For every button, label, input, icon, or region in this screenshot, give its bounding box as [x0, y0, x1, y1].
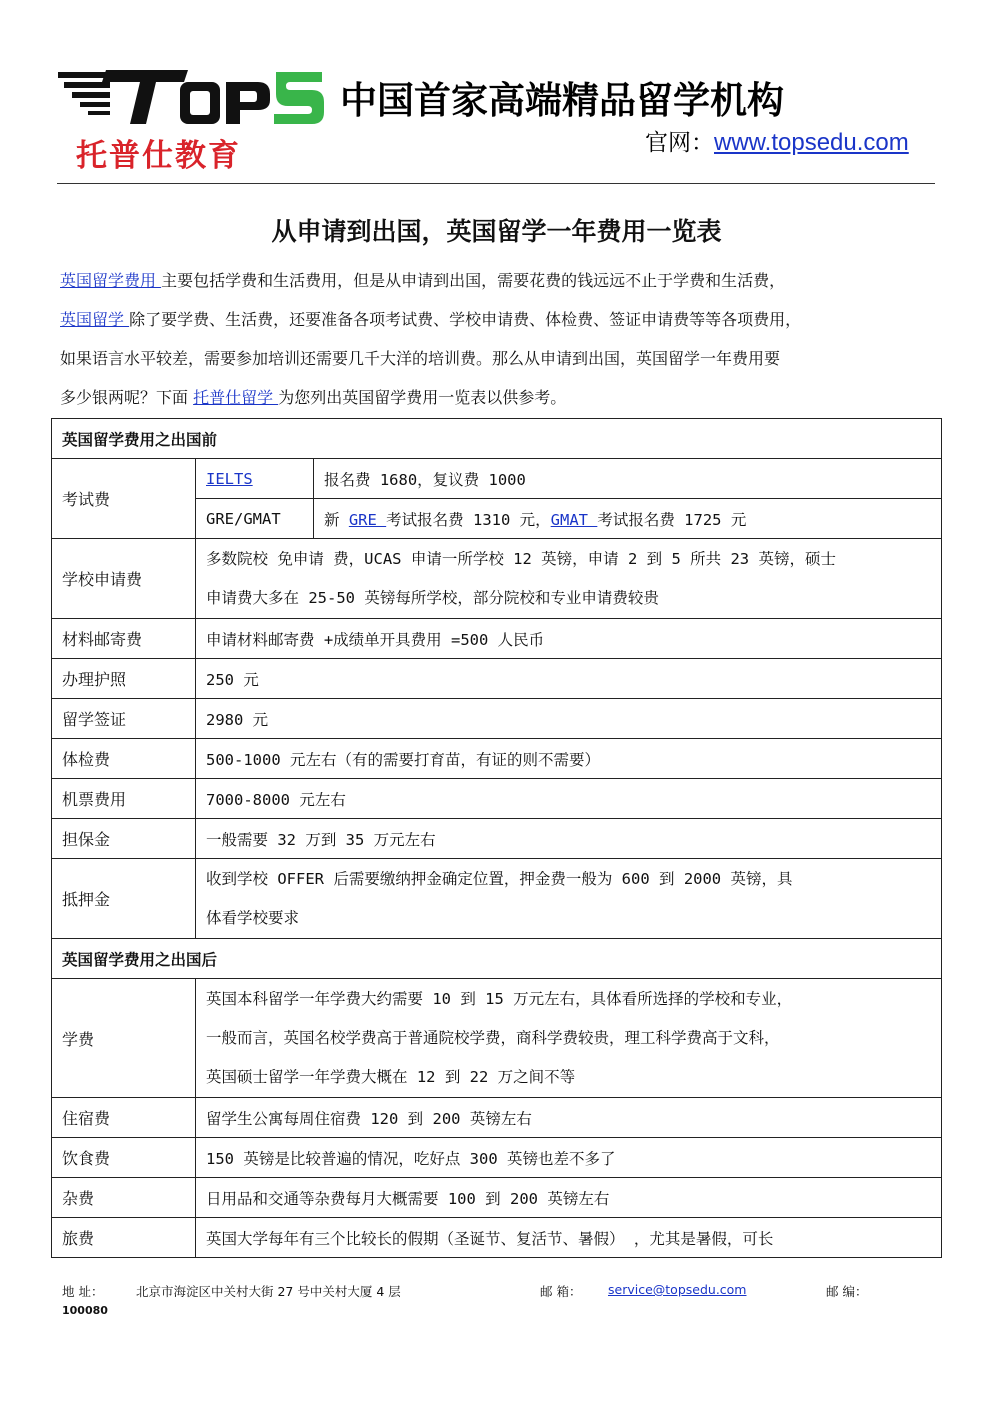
address-label: 地 址：	[62, 1284, 104, 1299]
table-row	[52, 1138, 942, 1178]
tops-logo	[58, 68, 326, 172]
intro-line-4	[60, 381, 940, 420]
intro-text: 主要包括学费和生活费用，但是从申请到出国，需要花费的钱远远不止于学费和生活费，	[161, 271, 786, 290]
link-tops-study[interactable]: 托普仕留学	[193, 388, 279, 407]
link-uk-study-cost[interactable]: 英国留学费用	[60, 271, 162, 290]
tops-wordmark-graphic	[58, 68, 326, 132]
intro-line-3	[60, 342, 940, 381]
row-label: 材料邮寄费	[52, 619, 196, 659]
row-value: 250 元	[196, 659, 942, 699]
row-label: 饮食费	[52, 1138, 196, 1178]
section-title: 英国留学费用之出国前	[52, 419, 942, 459]
table-row	[52, 699, 942, 739]
intro-text: 除了要学费、生活费，还要准备各项考试费、学校申请费、体检费、签证申请费等等各项费用，	[129, 310, 802, 329]
fee-table	[51, 418, 942, 1258]
intro-line-2	[60, 303, 940, 342]
table-row	[52, 779, 942, 819]
table-row	[52, 819, 942, 859]
gre-text: 考试报名费 1310 元，	[386, 510, 551, 529]
row-label: 住宿费	[52, 1098, 196, 1138]
company-slogan: 中国首家高端精品留学机构	[340, 79, 784, 122]
gre-prefix: 新	[324, 510, 349, 529]
exam-ielts-value: 报名费 1680，复议费 1000	[314, 459, 942, 499]
postcode-value: 100080	[62, 1304, 108, 1317]
row-value: 申请材料邮寄费 +成绩单开具费用 =500 人民币	[196, 619, 942, 659]
exam-gre-gmat-value	[314, 499, 942, 539]
website-label: 官网：	[645, 130, 714, 156]
section-header-before	[52, 419, 942, 459]
value-line: 英国本科留学一年学费大约需要 10 到 15 万元左右，具体看所选择的学校和专业，	[206, 989, 793, 1008]
email-link[interactable]: service@topsedu.com	[608, 1282, 747, 1297]
row-label-exam: 考试费	[52, 459, 196, 539]
gmat-text: 考试报名费 1725 元	[597, 510, 747, 529]
header-divider	[57, 183, 935, 184]
row-value: 500-1000 元左右（有的需要打育苗，有证的则不需要）	[196, 739, 942, 779]
intro-text: 多少银两呢？下面	[60, 388, 194, 407]
footer-contact-row	[62, 1282, 942, 1302]
value-line: 一般而言，英国名校学费高于普通院校学费，商科学费较贵，理工科学费高于文科，	[206, 1028, 780, 1047]
value-line: 申请费大多在 25-50 英镑每所学校，部分院校和专业申请费较贵	[206, 588, 659, 607]
value-line: 英国硕士留学一年学费大概在 12 到 22 万之间不等	[206, 1067, 576, 1086]
row-label: 担保金	[52, 819, 196, 859]
row-value: 英国大学每年有三个比较长的假期（圣诞节、复活节、暑假） ，尤其是暑假，可长	[196, 1218, 942, 1258]
table-row	[52, 1098, 942, 1138]
value-line: 收到学校 OFFER 后需要缴纳押金确定位置，押金费一般为 600 到 2000 英镑，具	[206, 869, 793, 888]
section-header-after	[52, 939, 942, 979]
table-row	[52, 1178, 942, 1218]
page-footer	[62, 1282, 942, 1317]
row-label: 留学签证	[52, 699, 196, 739]
intro-line-1	[60, 264, 940, 303]
address-text: 北京市海淀区中关村大街 27 号中关村大厦 4 层	[136, 1284, 401, 1299]
logo-chinese-name: 托普仕教育	[76, 138, 241, 174]
table-row	[52, 659, 942, 699]
link-uk-study[interactable]: 英国留学	[60, 310, 130, 329]
table-row	[52, 1218, 942, 1258]
section-title: 英国留学费用之出国后	[52, 939, 942, 979]
intro-text: 为您列出英国留学费用一览表以供参考。	[278, 388, 567, 407]
row-label: 旅费	[52, 1218, 196, 1258]
link-ielts[interactable]: IELTS	[206, 469, 253, 488]
row-value: 日用品和交通等杂费每月大概需要 100 到 200 英镑左右	[196, 1178, 942, 1218]
exam-gre-gmat-name: GRE/GMAT	[196, 499, 314, 539]
intro-paragraph	[60, 264, 940, 420]
table-row	[52, 859, 942, 939]
row-value: 留学生公寓每周住宿费 120 到 200 英镑左右	[196, 1098, 942, 1138]
row-label: 学校申请费	[52, 539, 196, 619]
row-value	[196, 539, 942, 619]
row-value: 2980 元	[196, 699, 942, 739]
row-value: 7000-8000 元左右	[196, 779, 942, 819]
row-label: 抵押金	[52, 859, 196, 939]
row-label: 学费	[52, 979, 196, 1098]
exam-ielts-cell	[196, 459, 314, 499]
table-row	[52, 459, 942, 499]
row-value: 150 英镑是比较普遍的情况，吃好点 300 英镑也差不多了	[196, 1138, 942, 1178]
row-label: 办理护照	[52, 659, 196, 699]
postcode-label: 邮 编：	[826, 1284, 868, 1299]
email-label: 邮 箱：	[540, 1284, 582, 1299]
value-line: 多数院校 免申请 费，UCAS 申请一所学校 12 英镑，申请 2 到 5 所共 23 英镑，硕士	[206, 549, 836, 568]
table-row	[52, 739, 942, 779]
official-website	[645, 124, 909, 157]
website-link[interactable]: www.topsedu.com	[714, 129, 909, 156]
intro-text: 如果语言水平较差，需要参加培训还需要几千大洋的培训费。那么从申请到出国，英国留学一年费用要	[60, 349, 781, 368]
value-line: 体看学校要求	[206, 908, 300, 927]
table-row	[52, 539, 942, 619]
table-row	[52, 979, 942, 1098]
row-value	[196, 979, 942, 1098]
link-gre[interactable]: GRE	[348, 510, 387, 529]
link-gmat[interactable]: GMAT	[550, 510, 598, 529]
row-value	[196, 859, 942, 939]
table-row	[52, 619, 942, 659]
row-value: 一般需要 32 万到 35 万元左右	[196, 819, 942, 859]
row-label: 机票费用	[52, 779, 196, 819]
row-label: 体检费	[52, 739, 196, 779]
page-title: 从申请到出国，英国留学一年费用一览表	[271, 217, 722, 246]
row-label: 杂费	[52, 1178, 196, 1218]
